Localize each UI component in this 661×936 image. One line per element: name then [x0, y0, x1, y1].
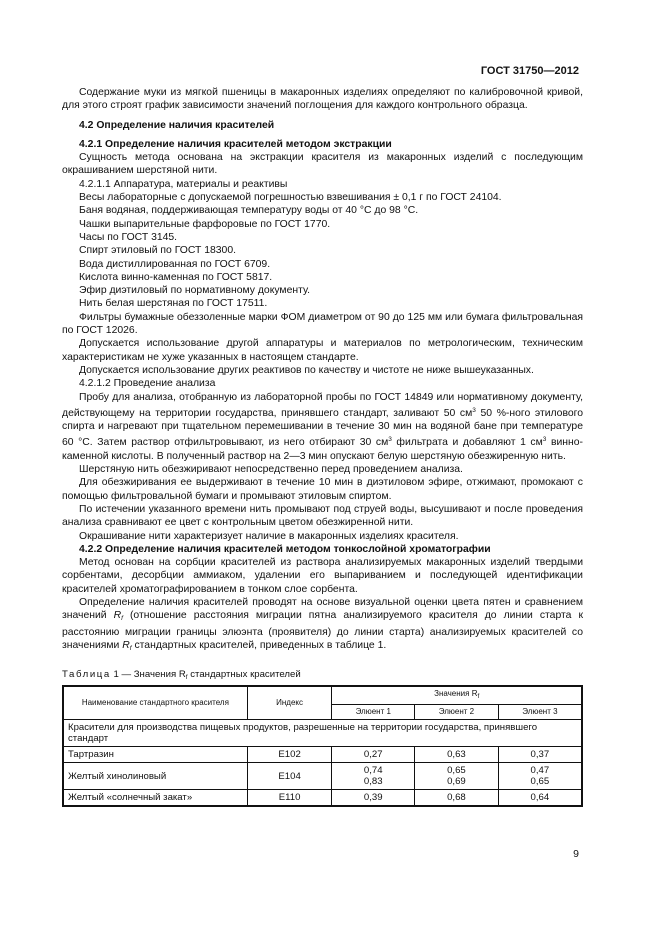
rf-values-table: [62, 685, 583, 807]
table-row: [63, 747, 582, 763]
column-header-eluent-1: Элюент 1: [332, 705, 415, 720]
intro-paragraph: Содержание муки из мягкой пшеницы в макаронных изделиях определяют по калибровочной кривой, для этого строят график зависимости значений поглощения для каждого контрольного образца.: [62, 87, 583, 112]
equipment-item: Чашки выпарительные фарфоровые по ГОСТ 1770.: [79, 218, 331, 230]
eluent-1-value: 0,74 0,83: [332, 763, 415, 790]
eluent-3-value: 0,47 0,65: [498, 763, 582, 790]
section-4-2-title: 4.2 Определение наличия красителей: [79, 119, 275, 131]
method-essence-paragraph: Сущность метода основана на экстракции красителя из макаронных изделий с последующим окрашиванием шерстяной нити.: [62, 152, 583, 177]
eluent-2-value: 0,63: [415, 747, 499, 763]
degreasing-paragraph: Шерстяную нить обезжиривают непосредственно перед проведением анализа.: [79, 464, 463, 476]
section-4-2-2-title: 4.2.2 Определение наличия красителей методом тонкослойной хроматографии: [79, 543, 491, 555]
equipment-item: Баня водяная, поддерживающая температуру воды от 40 °С до 98 °С.: [79, 205, 419, 217]
dye-name-cell: Желтый «солнечный закат»: [63, 790, 247, 807]
equipment-item: Фильтры бумажные обеззоленные марки ФОМ диаметром от 90 до 125 мм или бумага фильтровальная по ГОСТ 12026.: [62, 311, 583, 337]
eluent-1-value: 0,39: [332, 790, 415, 807]
column-header-eluent-2: Элюент 2: [415, 705, 499, 720]
analysis-procedure-paragraph: Пробу для анализа, отобранную из лабораторной пробы по ГОСТ 14849 или нормативному документу, действующему на территории государства, принявшего стандарт, заливают 50 $см^3$ 50 %-ного этилового спирта и нагревают при тщательном перемешивании в течение 30 мин на водяной бане при температуре 60 °С. Затем раствор отфильтровывают, из него отбирают 30 $см^3$ фильтрата и добавляют 1 $см^3$ винно-каменной кислоты. В полученный раствор на 2—3 мин опускают белую шерстяную обезжиренную нить.: [62, 391, 583, 462]
equipment-note: Допускается использование другой аппаратуры и материалов по метрологическим, техническим характеристикам не хуже указанных в настоящем стандарте.: [62, 338, 583, 363]
document-id: ГОСТ 31750—2012: [480, 65, 579, 77]
equipment-item: Весы лабораторные с допускаемой погрешностью взвешивания ± 0,1 г по ГОСТ 24104.: [79, 192, 502, 204]
column-header-rf-values: Значения $R_f$: [332, 686, 582, 705]
eluent-3-value: 0,64: [498, 790, 582, 807]
dye-index-cell: E110: [247, 790, 332, 807]
eluent-1-value: 0,27: [332, 747, 415, 763]
column-header-index: Индекс: [247, 686, 332, 720]
chromatography-method-paragraph: Метод основан на сорбции красителей из раствора анализируемых макаронных изделий твердыми сорбентами, десорбции аммиаком, удалении его выпариванием и последующей идентификации красителей хроматографированием в тонком слое сорбента.: [62, 557, 583, 595]
dye-index-cell: E102: [247, 747, 332, 763]
equipment-item: Кислота винно-каменная по ГОСТ 5817.: [79, 271, 273, 283]
dye-index-cell: E104: [247, 763, 332, 790]
washing-paragraph: По истечении указанного времени нить промывают под струей воды, высушивают и после проведения анализа сравнивают ее цвет с контрольным цветом обезжиренной нити.: [62, 503, 583, 529]
column-header-eluent-3: Элюент 3: [498, 705, 582, 720]
rf-comparison-paragraph: Определение наличия красителей проводят на основе визуальной оценки цвета пятен и сравнением значений $R_f$ (отношение расстояния миграции пятна анализируемого красителя до линии старта к расстоянию миграции границы элюэнта (проявителя) до линии старта) анализируемых красителей со значениями $R_f$ стандартных красителей, приведенных в таблице 1.: [62, 596, 583, 652]
degreasing-procedure-paragraph: Для обезжиривания ее выдерживают в течение 10 мин в диэтиловом эфире, отжимают, промокают с помощью фильтровальной бумаги и промывают этиловым спиртом.: [62, 477, 583, 502]
equipment-item: Спирт этиловый по ГОСТ 18300.: [79, 245, 236, 257]
table-row: [63, 763, 582, 790]
page-number: 9: [573, 848, 579, 860]
table-row: [63, 790, 582, 807]
page-body: [62, 86, 583, 807]
equipment-item: Нить белая шерстяная по ГОСТ 17511.: [79, 298, 268, 310]
subsection-4-2-1-2-title: 4.2.1.2 Проведение анализа: [79, 378, 216, 390]
table-caption: Таблица 1 — Значения $R_f$ стандартных красителей: [62, 669, 301, 682]
equipment-item: Часы по ГОСТ 3145.: [79, 231, 178, 243]
subsection-4-2-1-1-title: 4.2.1.1 Аппаратура, материалы и реактивы: [79, 178, 288, 190]
eluent-2-value: 0,65 0,69: [415, 763, 499, 790]
section-4-2-1-title: 4.2.1 Определение наличия красителей методом экстракции: [79, 138, 392, 150]
column-header-dye-name: Наименование стандартного красителя: [63, 686, 247, 720]
equipment-note: Допускается использование других реактивов по качеству и чистоте не ниже вышеуказанных.: [79, 364, 534, 376]
result-paragraph: Окрашивание нити характеризует наличие в макаронных изделиях красителя.: [79, 530, 459, 542]
equipment-item: Эфир диэтиловый по нормативному документу.: [79, 285, 311, 297]
dye-name-cell: Желтый хинолиновый: [63, 763, 247, 790]
eluent-2-value: 0,68: [415, 790, 499, 807]
table-group-row: Красители для производства пищевых продуктов, разрешенные на территории государства, принявшего стандарт: [63, 720, 582, 747]
dye-name-cell: Тартразин: [63, 747, 247, 763]
equipment-item: Вода дистиллированная по ГОСТ 6709.: [79, 258, 271, 270]
eluent-3-value: 0,37: [498, 747, 582, 763]
